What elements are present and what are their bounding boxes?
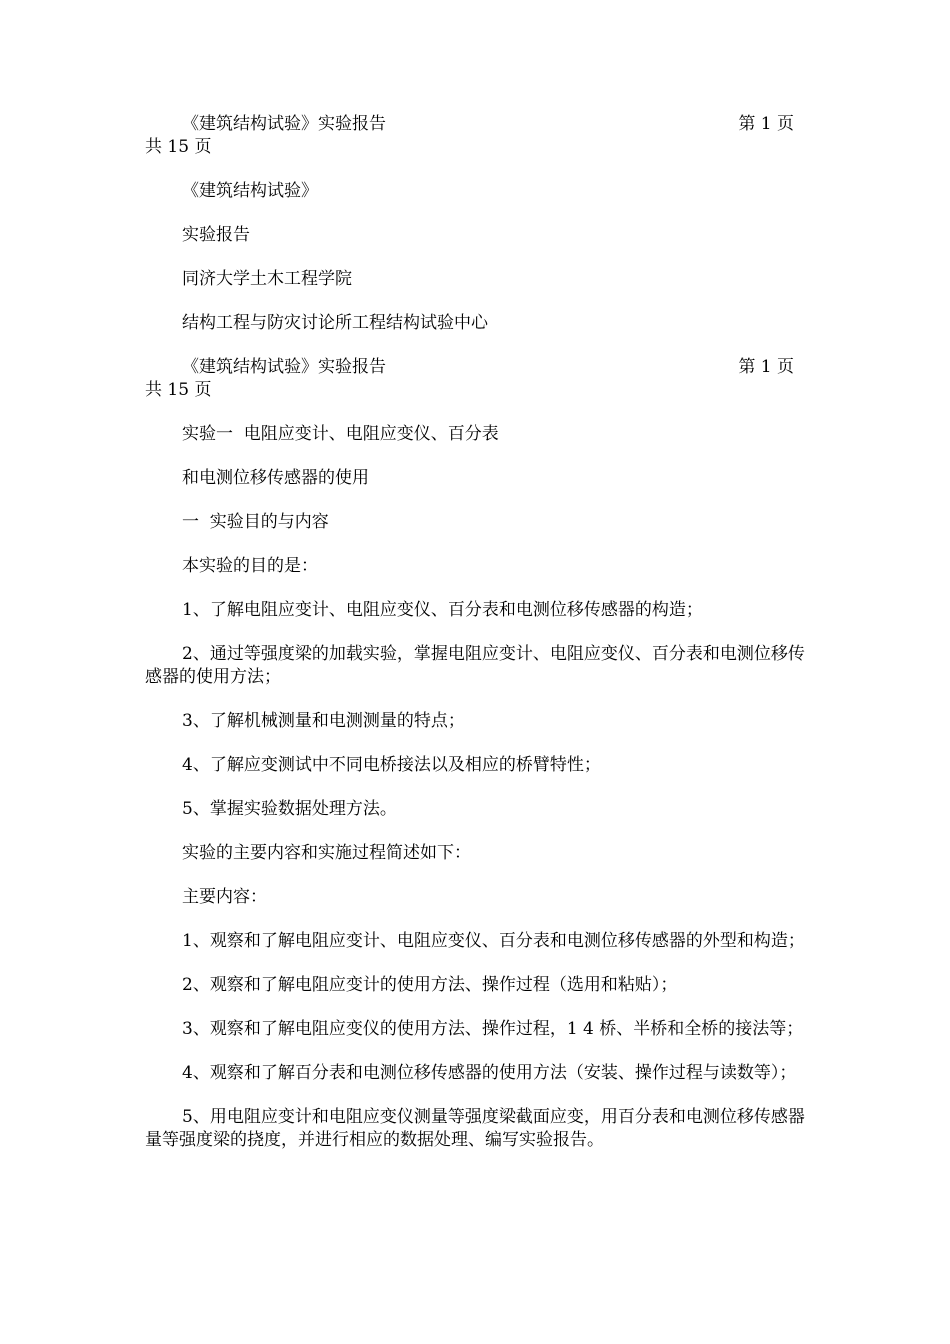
list-item: 3、了解机械测量和电测测量的特点； <box>182 711 465 731</box>
experiment-title-line2: 和电测位移传感器的使用 <box>182 468 369 488</box>
list-item: 1、观察和了解电阻应变计、电阻应变仪、百分表和电测位移传感器的外型和构造； <box>182 931 805 951</box>
list-item: 1、了解电阻应变计、电阻应变仪、百分表和电测位移传感器的构造； <box>182 600 703 620</box>
paragraph: 主要内容： <box>182 887 267 907</box>
paragraph: 本实验的目的是： <box>182 556 318 576</box>
experiment-title-line1: 实验一 电阻应变计、电阻应变仪、百分表 <box>182 424 499 444</box>
document-page <box>145 113 810 1173</box>
cover-institution: 同济大学土木工程学院 <box>182 269 352 289</box>
header-page-total: 共 15 页 <box>145 380 212 400</box>
page-header <box>145 356 810 402</box>
list-item: 4、了解应变测试中不同电桥接法以及相应的桥臂特性； <box>182 755 601 775</box>
header-title: 《建筑结构试验》实验报告 <box>182 114 386 134</box>
list-item: 2、观察和了解电阻应变计的使用方法、操作过程（选用和粘贴）； <box>182 975 678 995</box>
list-item: 5、掌握实验数据处理方法。 <box>182 799 397 819</box>
cover-title: 《建筑结构试验》 <box>182 181 318 201</box>
cover-department: 结构工程与防灾讨论所工程结构试验中心 <box>182 313 488 333</box>
list-item: 3、观察和了解电阻应变仪的使用方法、操作过程，1 4 桥、半桥和全桥的接法等； <box>182 1019 804 1039</box>
list-item: 2、通过等强度梁的加载实验，掌握电阻应变计、电阻应变仪、百分表和电测位移传感器的使用方法； <box>145 644 805 687</box>
list-item: 4、观察和了解百分表和电测位移传感器的使用方法（安装、操作过程与读数等）； <box>182 1063 797 1083</box>
cover-subtitle: 实验报告 <box>182 225 250 245</box>
header-title: 《建筑结构试验》实验报告 <box>182 357 386 377</box>
section-heading: 一 实验目的与内容 <box>182 512 329 532</box>
list-item: 5、用电阻应变计和电阻应变仪测量等强度梁截面应变，用百分表和电测位移传感器量等强度梁的挠度，并进行相应的数据处理、编写实验报告。 <box>145 1107 805 1150</box>
header-page-number: 第 1 页 <box>738 114 794 134</box>
paragraph: 实验的主要内容和实施过程简述如下： <box>182 843 471 863</box>
header-page-total: 共 15 页 <box>145 137 212 157</box>
page-header <box>145 113 810 159</box>
header-page-number: 第 1 页 <box>738 357 794 377</box>
